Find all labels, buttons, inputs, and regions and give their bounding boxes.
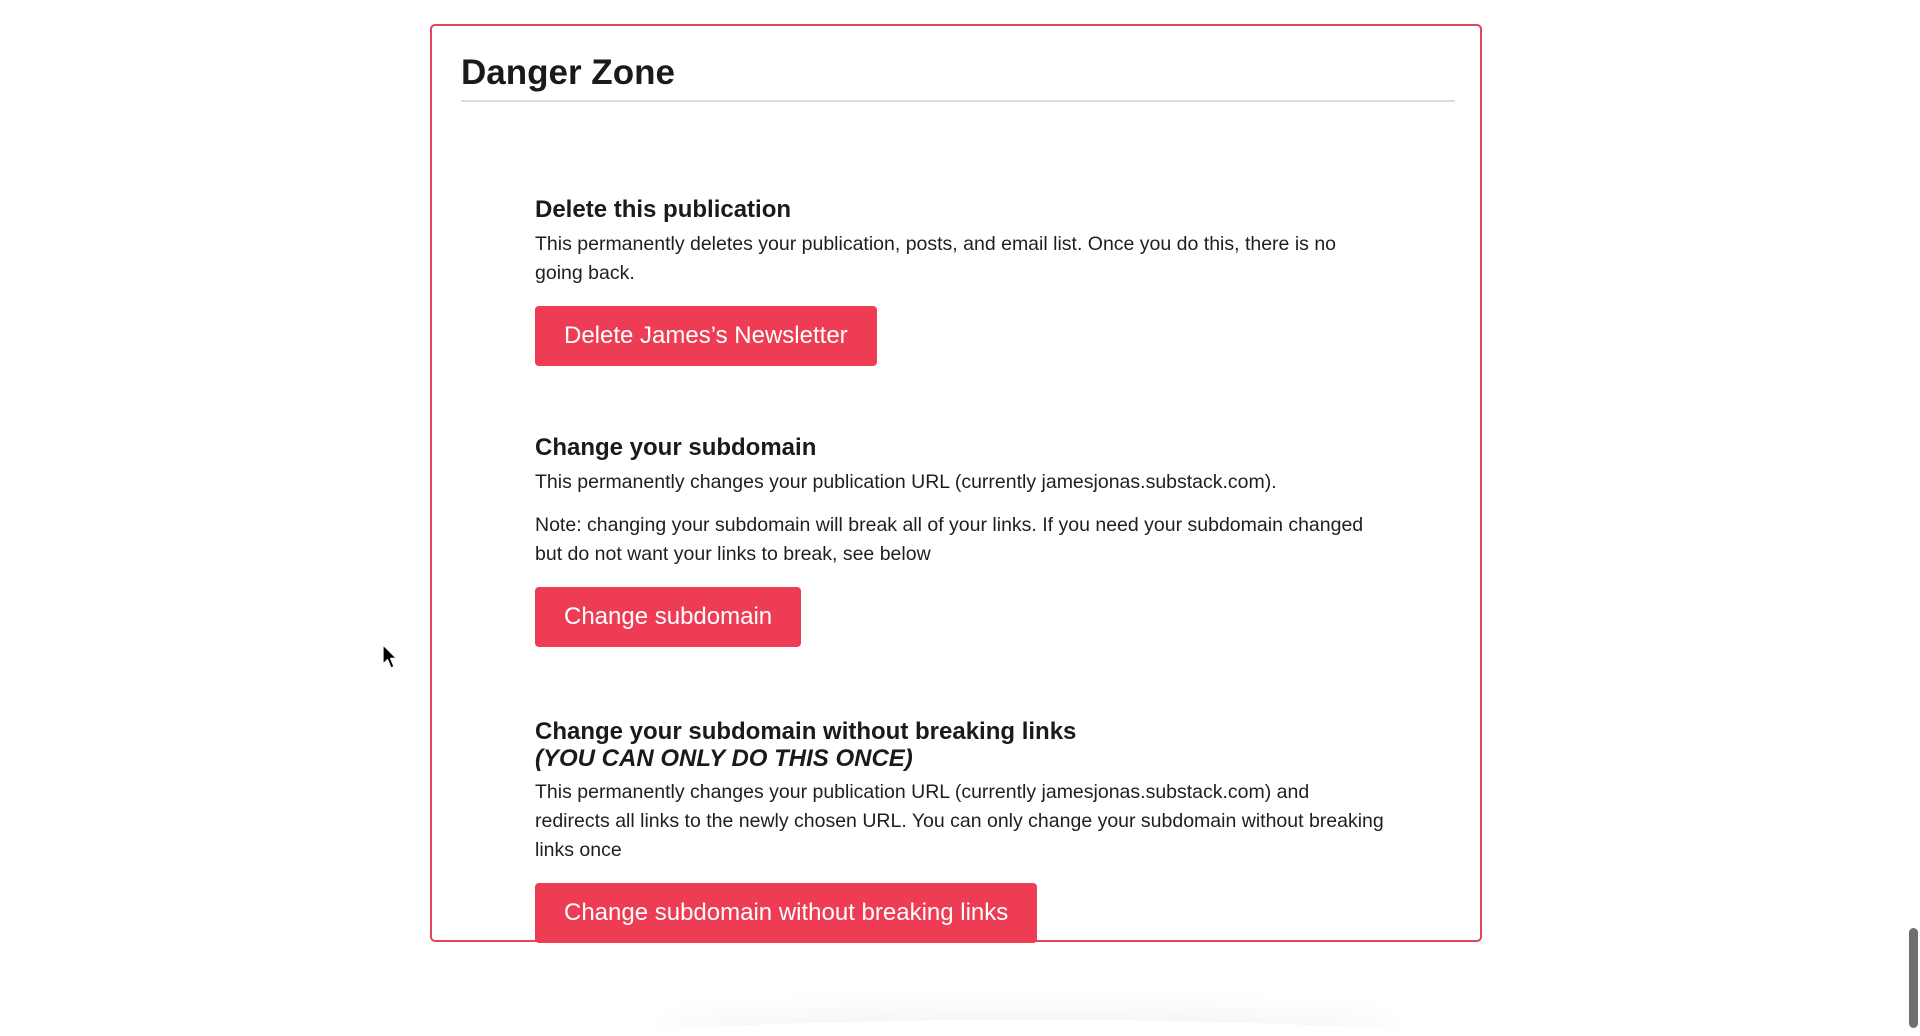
change-subdomain-no-break-button[interactable]: Change subdomain without breaking links: [535, 883, 1037, 943]
change-subdomain-description: This permanently changes your publication URL (currently jamesjonas.substack.com).: [535, 471, 1277, 493]
delete-publication-title: Delete this publication: [535, 196, 792, 223]
change-subdomain-note: Note: changing your subdomain will break all of your links. If you need your subdomain changed but do not want your links to break, see below: [535, 514, 1364, 565]
danger-zone-panel: [430, 24, 1482, 942]
change-subdomain-no-break-section: [535, 718, 1385, 943]
once-only-warning: (YOU CAN ONLY DO THIS ONCE): [535, 745, 913, 772]
change-subdomain-no-break-heading: Change your subdomain without breaking links: [535, 718, 1077, 745]
delete-publication-description: This permanently deletes your publication, posts, and email list. Once you do this, there is no going back.: [535, 233, 1337, 284]
delete-newsletter-button[interactable]: Delete James’s Newsletter: [535, 306, 877, 366]
change-subdomain-no-break-description: This permanently changes your publication URL (currently jamesjonas.substack.com) and redirects all links to the newly chosen URL. You can only change your subdomain without breaking links once: [535, 781, 1384, 861]
change-subdomain-title: Change your subdomain: [535, 434, 817, 461]
bottom-card-shadow: [660, 1020, 1400, 1036]
change-subdomain-no-break-title: [535, 718, 1385, 772]
change-subdomain-button[interactable]: Change subdomain: [535, 587, 801, 647]
mouse-pointer-icon: [382, 644, 398, 670]
change-subdomain-section: [535, 434, 1385, 647]
scrollbar-thumb[interactable]: [1909, 928, 1918, 1028]
title-divider: [461, 100, 1455, 102]
delete-publication-section: [535, 196, 1385, 366]
danger-zone-title: Danger Zone: [461, 53, 675, 92]
